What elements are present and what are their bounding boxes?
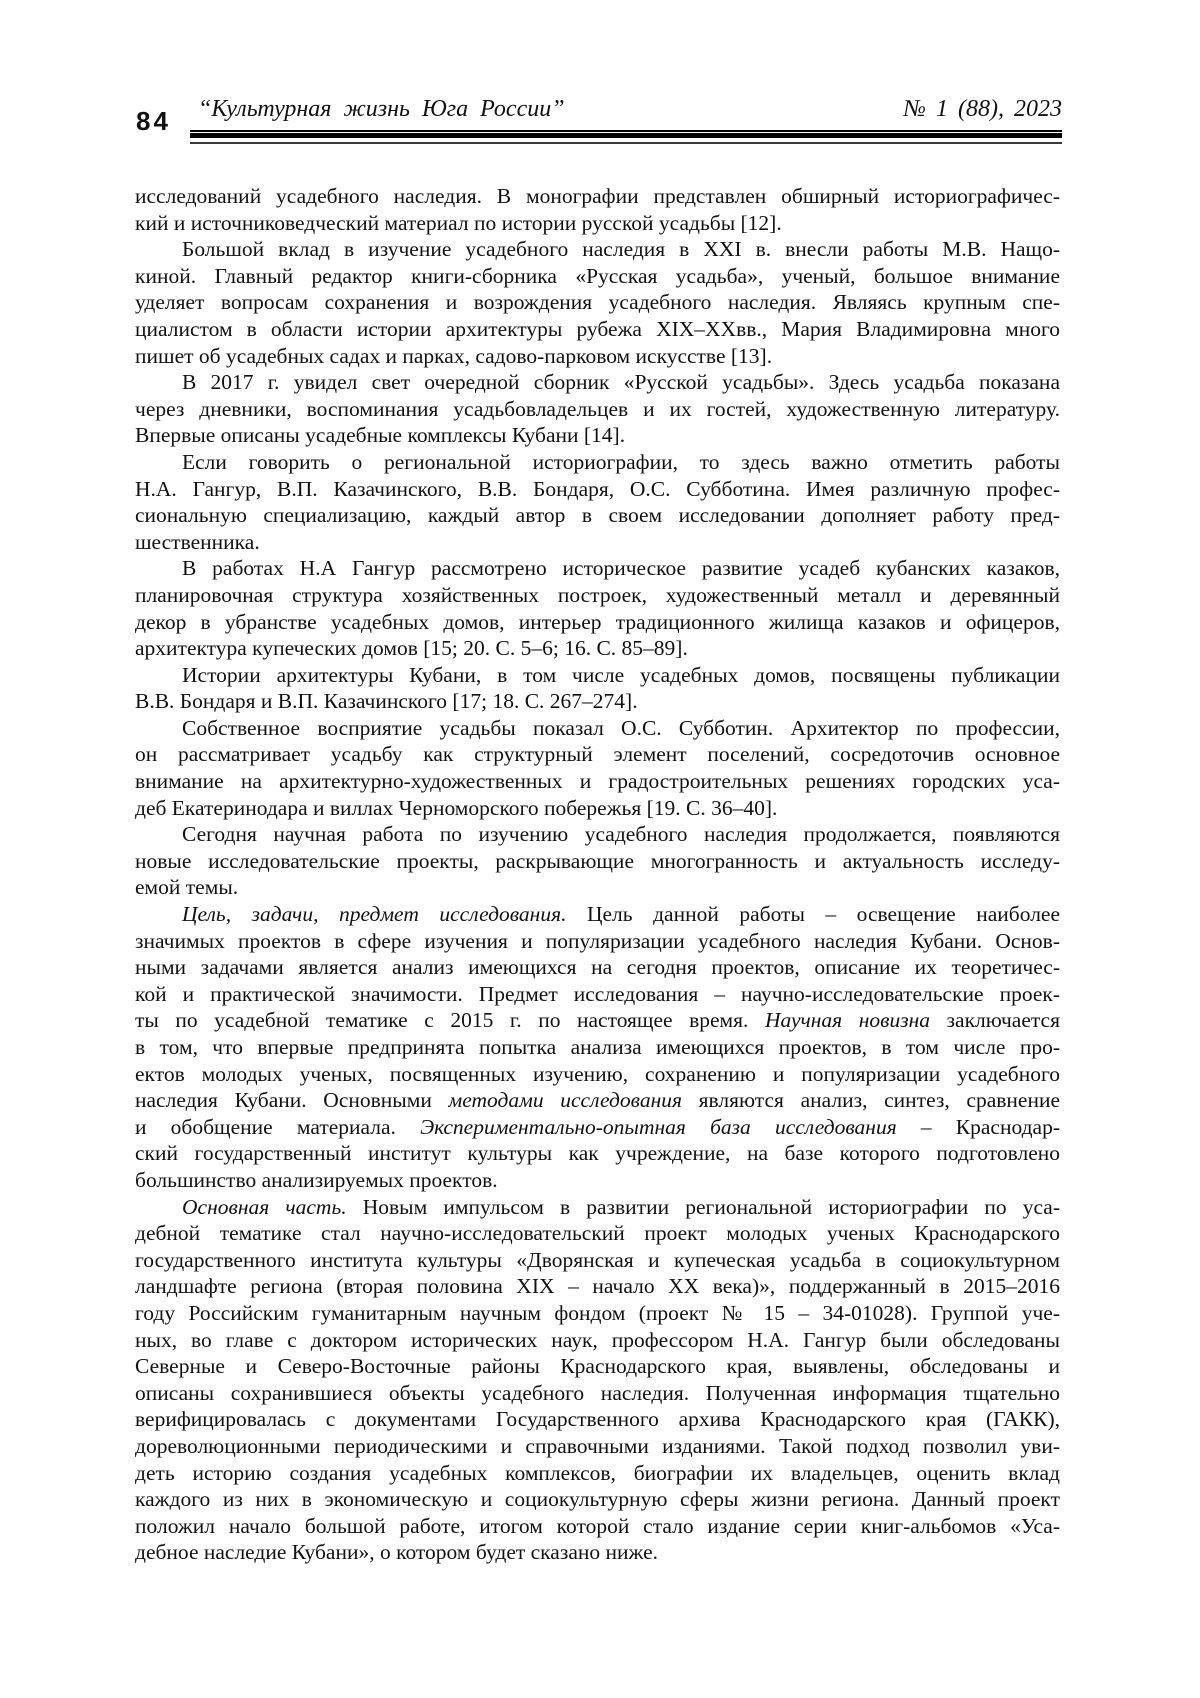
paragraph — [135, 662, 1060, 715]
text-line — [135, 422, 1060, 449]
text-segment: являются анализ, синтез, сравнение — [681, 1088, 1060, 1113]
text-segment: через дневники, воспоминания усадьбовладельцев и их гостей, художественную литературу. — [135, 396, 1060, 421]
text-segment: шественника. — [135, 529, 260, 554]
text-segment: планировочная структура хозяйственных построек, художественный металл и деревянный — [135, 582, 1060, 607]
text-line — [135, 1061, 1060, 1088]
paragraph — [135, 901, 1060, 1194]
text-segment: Северные и Северо-Восточные районы Краснодарского края, выявлены, обследованы и — [135, 1354, 1060, 1379]
text-line — [135, 662, 1060, 689]
text-line — [135, 635, 1060, 662]
text-segment: сиональную специализацию, каждый автор в своем исследовании дополняет работу пред- — [135, 503, 1060, 528]
text-segment: киной. Главный редактор книги-сборника «Русская усадьба», ученый, большое внимание — [135, 263, 1060, 288]
text-segment: новые исследовательские проекты, раскрывающие многогранность и актуальность исследу- — [135, 848, 1060, 873]
italic-text-segment: Научная новизна — [764, 1008, 930, 1033]
text-line — [135, 981, 1060, 1008]
text-segment: ский государственный институт культуры как учреждение, на базе которого подготовлено — [135, 1141, 1060, 1166]
text-line — [135, 1380, 1060, 1407]
text-line — [135, 1007, 1060, 1034]
text-segment: кий и источниковедческий материал по истории русской усадьбы [12]. — [135, 210, 782, 235]
text-segment: в том, что впервые предпринята попытка анализа имеющихся проектов, в том числе про- — [135, 1035, 1060, 1059]
paragraph — [135, 183, 1060, 236]
header-rule-thin-top — [190, 130, 1062, 132]
text-segment: дебной тематике стал научно-исследовательский проект молодых ученых Краснодарского — [135, 1221, 1060, 1246]
text-line — [135, 1273, 1060, 1300]
text-line — [135, 1247, 1060, 1274]
text-segment: году Российским гуманитарным научным фондом (проект № 15 – 34-01028). Группой уче- — [135, 1300, 1060, 1325]
text-segment: Сегодня научная работа по изучению усадебного наследия продолжается, появляются — [182, 822, 1060, 847]
text-line — [135, 582, 1060, 609]
text-line — [135, 1353, 1060, 1380]
text-line — [135, 1034, 1060, 1061]
text-line — [135, 1194, 1060, 1221]
text-line — [135, 1433, 1060, 1460]
running-title: “Культурная жизнь Юга России” — [198, 96, 565, 122]
text-segment: ектов молодых ученых, посвященных изучению, сохранению и популяризации усадебного — [135, 1061, 1060, 1086]
text-line — [135, 901, 1060, 928]
text-line — [135, 1460, 1060, 1487]
paragraph — [135, 236, 1060, 369]
text-line — [135, 529, 1060, 556]
italic-text-segment: Основная часть. — [182, 1194, 347, 1219]
text-line — [135, 1513, 1060, 1540]
text-line — [135, 289, 1060, 316]
text-segment: Впервые описаны усадебные комплексы Кубани [14]. — [135, 423, 626, 448]
text-line — [135, 848, 1060, 875]
paragraph — [135, 449, 1060, 555]
paragraph — [135, 715, 1060, 821]
text-line — [135, 741, 1060, 768]
text-line — [135, 1167, 1060, 1194]
text-line — [135, 928, 1060, 955]
text-segment: большинство анализируемых проектов. — [135, 1167, 498, 1192]
text-line — [135, 343, 1060, 370]
text-segment: кой и практической значимости. Предмет исследования – научно-исследовательские проек- — [135, 981, 1060, 1006]
text-segment: В работах Н.А Гангур рассмотрено историческое развитие усадеб кубанских казаков, — [182, 556, 1060, 581]
text-segment: деть историю создания усадебных комплексов, биографии их владельцев, оценить вклад — [135, 1460, 1060, 1485]
text-segment: наследия Кубани. Основными — [135, 1088, 449, 1113]
text-line — [135, 954, 1060, 981]
text-line — [135, 768, 1060, 795]
text-line — [135, 1486, 1060, 1513]
text-segment: дореволюционными периодическими и справочными изданиями. Такой подход позволил уви- — [135, 1433, 1060, 1458]
text-segment: ландшафте региона (вторая половина XIX – начало XX века)», поддержанный в 2015–2016 — [135, 1274, 1060, 1299]
text-segment: Собственное восприятие усадьбы показал О.С. Субботин. Архитектор по профессии, — [182, 715, 1060, 740]
text-segment: пишет об усадебных садах и парках, садово-парковом искусстве [13]. — [135, 343, 773, 368]
text-line — [135, 1327, 1060, 1354]
text-line — [135, 688, 1060, 715]
italic-text-segment: Экспериментально-опытная база исследования — [420, 1114, 897, 1139]
text-segment: каждого из них в экономическую и социокультурную сферы жизни региона. Данный проект — [135, 1487, 1060, 1512]
text-segment: В.В. Бондаря и В.П. Казачинского [17; 18. С. 267–274]. — [135, 689, 638, 714]
text-line — [135, 449, 1060, 476]
text-line — [135, 555, 1060, 582]
text-segment: Большой вклад в изучение усадебного наследия в XXI в. внесли работы М.В. Нащо- — [182, 237, 1060, 262]
paragraph — [135, 821, 1060, 901]
text-line — [135, 1114, 1060, 1141]
header-rule-thin-bottom — [190, 142, 1062, 144]
text-segment: Н.А. Гангур, В.П. Казачинского, В.В. Бондаря, О.С. Субботина. Имея различную профес- — [135, 476, 1060, 501]
header-rule-thick — [190, 133, 1062, 138]
text-line — [135, 263, 1060, 290]
paragraph — [135, 369, 1060, 449]
text-line — [135, 369, 1060, 396]
text-segment: циалистом в области истории архитектуры рубежа XIX–XXвв., Мария Владимировна много — [135, 316, 1060, 341]
text-line — [135, 1087, 1060, 1114]
text-segment: государственного института культуры «Дворянская и купеческая усадьба в социокультурном — [135, 1247, 1060, 1272]
text-line — [135, 1539, 1060, 1566]
text-segment: В 2017 г. увидел свет очередной сборник «Русской усадьбы». Здесь усадьба показана — [182, 370, 1060, 395]
text-segment: Если говорить о региональной историографии, то здесь важно отметить работы — [182, 449, 1060, 474]
paragraph — [135, 555, 1060, 661]
text-segment: верифицировалась с документами Государственного архива Краснодарского края (ГАКК), — [135, 1407, 1060, 1432]
text-segment: Новым импульсом в развитии региональной историографии по уса- — [346, 1194, 1060, 1219]
text-line — [135, 821, 1060, 848]
text-line — [135, 795, 1060, 822]
article-body — [135, 183, 1060, 1566]
text-segment: емой темы. — [135, 875, 239, 900]
text-line — [135, 1300, 1060, 1327]
text-segment: описаны сохранившиеся объекты усадебного наследия. Полученная информация тщательно — [135, 1380, 1060, 1405]
text-segment: исследований усадебного наследия. В монографии представлен обширный историографичес- — [135, 184, 1060, 208]
text-line — [135, 210, 1060, 237]
text-segment: значимых проектов в сфере изучения и популяризации усадебного наследия Кубани. Основ- — [135, 928, 1060, 953]
text-segment: Цель данной работы – освещение наиболее — [566, 902, 1060, 927]
issue-label: № 1 (88), 2023 — [903, 96, 1062, 122]
italic-text-segment: Цель, задачи, предмет исследования. — [182, 902, 567, 927]
text-line — [135, 1220, 1060, 1247]
text-segment: положил начало большой работе, итогом которой стало издание серии книг-альбомов «Уса- — [135, 1513, 1060, 1538]
text-segment: – Краснодар- — [896, 1114, 1060, 1139]
page-number: 84 — [136, 106, 171, 136]
text-line — [135, 874, 1060, 901]
text-line — [135, 236, 1060, 263]
text-line — [135, 316, 1060, 343]
text-segment: ты по усадебной тематике с 2015 г. по настоящее время. — [135, 1008, 765, 1033]
text-segment: дебное наследие Кубани», о котором будет сказано ниже. — [135, 1540, 659, 1565]
text-segment: уделяет вопросам сохранения и возрождения усадебного наследия. Являясь крупным спе- — [135, 290, 1060, 315]
text-segment: декор в убранстве усадебных домов, интерьер традиционного жилища казаков и офицеров, — [135, 609, 1060, 634]
text-line — [135, 609, 1060, 636]
text-line — [135, 1406, 1060, 1433]
text-segment: заключается — [930, 1008, 1060, 1033]
text-segment: и обобщение материала. — [135, 1114, 421, 1139]
header-rule — [190, 130, 1062, 144]
paragraph — [135, 1194, 1060, 1566]
text-line — [135, 476, 1060, 503]
text-line — [135, 396, 1060, 423]
text-segment: ных, во главе с доктором исторических наук, профессором Н.А. Гангур были обследованы — [135, 1327, 1060, 1352]
text-segment: архитектура купеческих домов [15; 20. С. 5–6; 16. С. 85–89]. — [135, 636, 688, 661]
text-line — [135, 502, 1060, 529]
text-segment: он рассматривает усадьбу как структурный элемент поселений, сосредоточив основное — [135, 742, 1060, 767]
text-segment: деб Екатеринодара и виллах Черноморского побережья [19. С. 36–40]. — [135, 795, 778, 820]
text-line — [135, 1140, 1060, 1167]
text-segment: Истории архитектуры Кубани, в том числе усадебных домов, посвящены публикации — [182, 662, 1060, 687]
text-line — [135, 715, 1060, 742]
text-line — [135, 183, 1060, 210]
text-segment: внимание на архитектурно-художественных и градостроительных решениях городских уса- — [135, 769, 1060, 794]
italic-text-segment: методами исследования — [448, 1088, 682, 1113]
text-segment: ными задачами является анализ имеющихся на сегодня проектов, описание их теоретичес- — [135, 955, 1060, 980]
